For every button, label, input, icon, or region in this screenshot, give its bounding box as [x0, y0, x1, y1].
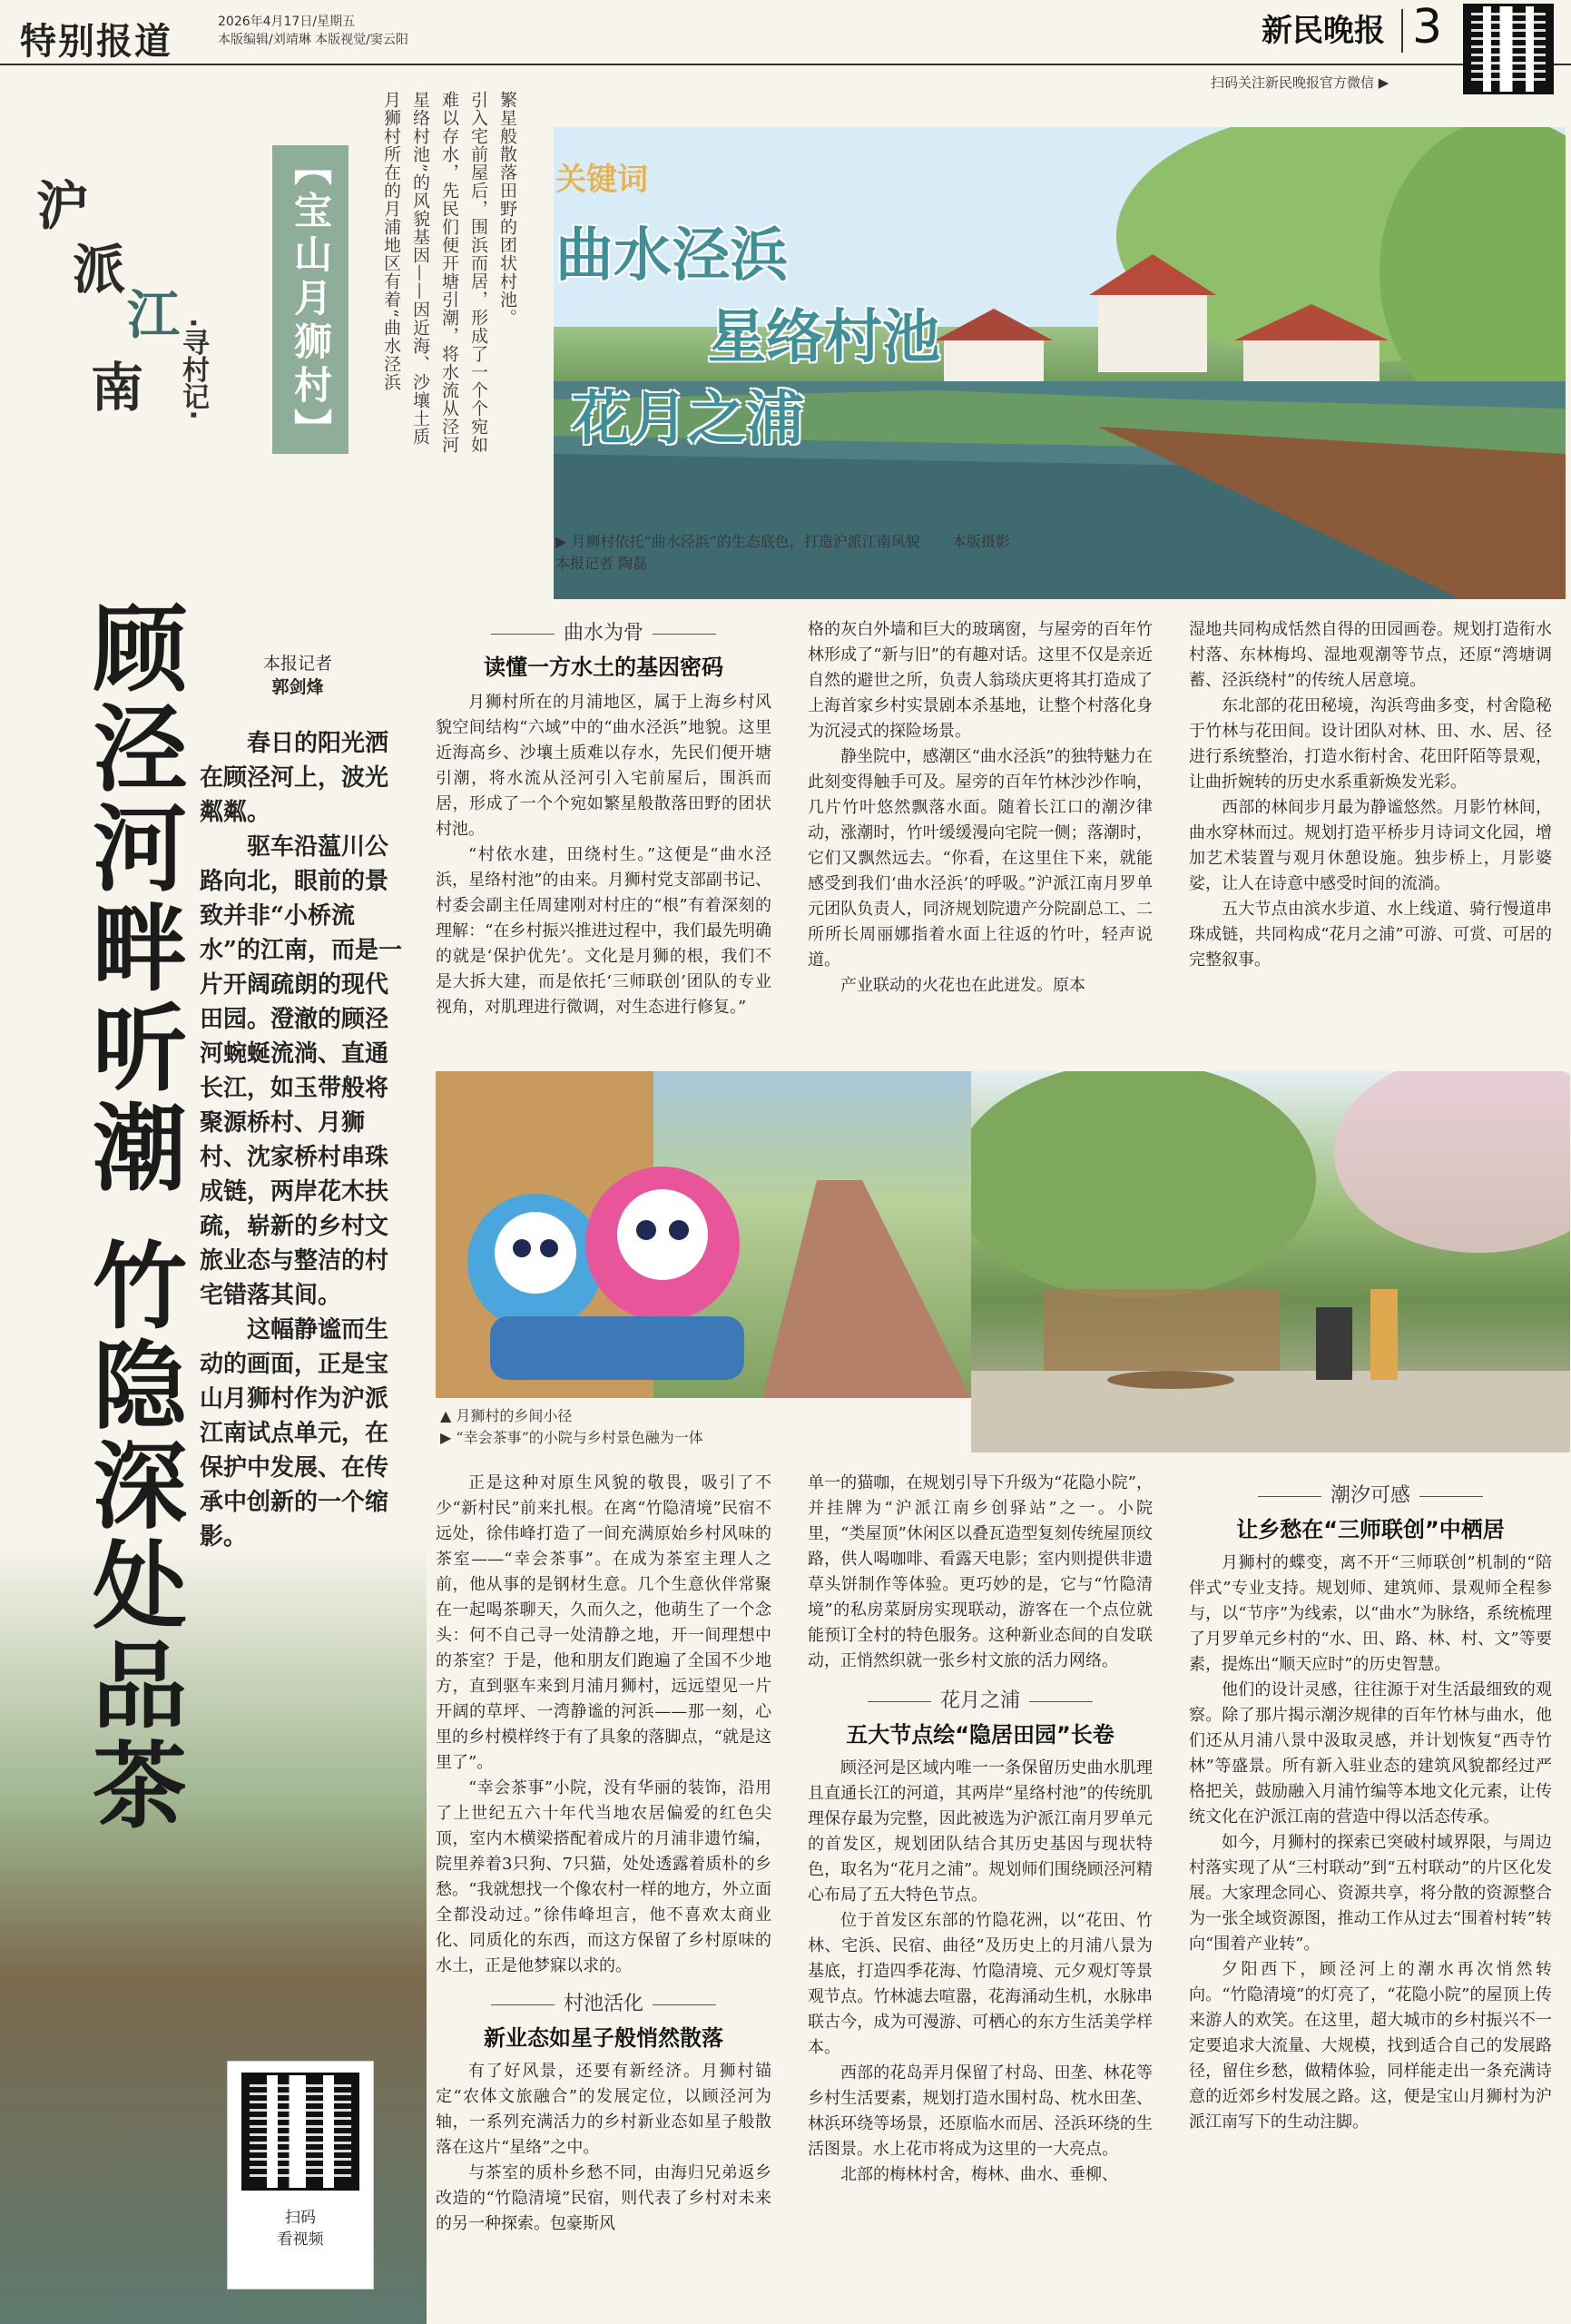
masthead-logo: 新民晚报	[1262, 13, 1385, 49]
keyword-1: 曲水泾浜	[555, 222, 788, 290]
top-photo-caption-text: ▶ 月狮村依托“曲水泾浜”的生态底色，打造沪派江南风貌	[555, 533, 920, 550]
section-body	[808, 617, 1153, 999]
paragraph: 北部的梅林村舍，梅林、曲水、垂柳、	[840, 2165, 1118, 2184]
paragraph: 西部的花岛弄月保留了村岛、田垄、林花等乡村生活要素，规划打造水围村岛、枕水田垄、林浜环绕等场景，还原临水而居、泾浜环绕的生活图景。水上花市将成为这里的一大亮点。	[808, 2063, 1153, 2159]
photo-caption-tea: ▶ “幸会茶事”的小院与乡村景色融为一体	[440, 1429, 703, 1446]
paragraph: 有了好风景，还要有新经济。月狮村锚定“农体文旅融合”的发展定位，以顾泾河为轴，一系列充满活力的乡村新业态如星子般散落在这片“星络”之中。	[436, 2062, 771, 2157]
paragraph: 顾泾河是区域内唯一一条保留历史曲水肌理且直通长江的河道，其两岸“星络村池”的传统肌理保存最为完整，因此被选为沪派江南月罗单元的首发区，规划团队结合其历史基因与现状特色，取名为“花月之浦”。规划师们围绕顾泾河精心布局了五大特色节点。	[808, 1758, 1153, 1905]
section-title: 新业态如星子般悄然散落	[484, 2025, 723, 2051]
series-char-1: 沪	[36, 175, 90, 237]
river-village-photo	[554, 127, 1566, 599]
intro-vertical-text	[377, 91, 522, 517]
paragraph: “幸会茶事”小院，没有华丽的装饰，沿用了上世纪五六十年代当地农居偏爱的红色尖顶，室内木横梁搭配着成片的月浦非遗竹编，院里养着3只狗、7只猫，处处透露着质朴的乡愁。“我就想找一个像农村一样的地方，外立面全都没动过。”徐伟峰坦言，他不喜欢太商业化、同质化的东西，而这方保留了乡村原味的水土，正是他梦寐以求的。	[436, 1778, 771, 1975]
issue-editors: 本版编辑/刘靖琳 本版视觉/窦云阳	[218, 33, 408, 47]
series-char-4: 南	[91, 357, 144, 419]
series-char-3: 江	[127, 284, 181, 346]
paragraph: 湿地共同构成恬然自得的田园画卷。规划打造衔水村落、东林梅坞、湿地观潮等节点，还原“湾塘调蓄、泾浜绕村”的传统人居意境。	[1189, 620, 1552, 690]
paragraph: 五大节点由滨水步道、水上线道、骑行慢道串珠成链，共同构成“花月之浦”可游、可赏、可居的完整叙事。	[1189, 900, 1552, 970]
column-bamboo-homestay	[808, 617, 1153, 999]
paragraph: 西部的林间步月最为静谧悠然。月影竹林间，曲水穿林而过。规划打造平桥步月诗词文化园，增加艺术装置与观月休憩设施。独步桥上，月影婆娑，让人在诗意中感受时间的流淌。	[1189, 798, 1552, 893]
lead-para: 驱车沿蕰川公路向北，眼前的景致并非“小桥流水”的江南，而是一片开阔疏朗的现代田园。澄澈的顾泾河蜿蜒流淌、直通长江，如玉带般将聚源桥村、月狮村、沈家桥村串珠成链，两岸花木扶疏，崭新的乡村文旅业态与整洁的村宅错落其间。	[200, 833, 402, 1309]
intro-line: 星络村池”的风貌基因——因近海、沙壤土质	[410, 91, 430, 446]
paragraph: 夕阳西下，顾泾河上的潮水再次悄然转向。“竹隐清境”的灯亮了，“花隐小院”的屋顶上传来游人的欢笑。在这里，超大城市的乡村振兴不一定要追求大流量、大规模，找到适合自己的发展路径，留住乡愁，做精体验，同样能走出一条充满诗意的近郊乡村发展之路。这，便是宝山月狮村为沪派江南写下的生动注脚。	[1189, 1960, 1552, 2132]
keyword-3: 花月之浦	[572, 386, 804, 453]
section-title: 让乡愁在“三师联创”中栖居	[1236, 1517, 1505, 1542]
video-qr-note	[228, 2207, 373, 2250]
mid-photo-captions	[440, 1405, 967, 1449]
issue-meta	[218, 13, 408, 49]
paragraph: 格的灰白外墙和巨大的玻璃窗，与屋旁的百年竹林形成了“新与旧”的有趣对话。这里不仅是亲近自然的避世之所，负责人翁琰庆更将其打造成了上海首家乡村实景剧本杀基地，让整个村落化身为沉浸式的探险场景。	[808, 620, 1153, 741]
section-heading	[436, 1988, 771, 2052]
column-nodes-cont	[1189, 617, 1552, 973]
tea-courtyard-illustration	[971, 1071, 1570, 1452]
tea-courtyard-photo	[971, 1071, 1570, 1452]
section-heading	[1189, 1480, 1552, 1543]
section-body	[436, 690, 771, 1020]
intro-line: 繁星般散落田野的团状村池。	[497, 91, 517, 327]
paragraph: “村依水建，田绕村生。”这便是“曲水泾浜，星络村池”的由来。月狮村党支部副书记、村委会副主任周建刚对村庄的“根”有着深刻的理解：“在乡村振兴推进过程中，我们最先明确的就是‘保护优先’。文化是月狮的根，我们不是大拆大建，而是依托‘三师联创’团队的专业视角，对肌理进行微调，对生态进行修复。”	[436, 845, 771, 1017]
video-qr-panel[interactable]	[227, 2061, 374, 2290]
column-flower-moon	[808, 1471, 1153, 2188]
paragraph: 月狮村所在的月浦地区，属于上海乡村风貌空间结构“六域”中的“曲水泾浜”地貌。这里近海高乡、沙壤土质难以存水，先民们便开塘引潮，将水流从泾河引入宅前屋后，围浜而居，形成了一个个宛如繁星般散落田野的团状村池。	[436, 693, 771, 839]
headline: 顾泾河畔听潮 竹隐深处品茶	[76, 599, 187, 1837]
paragraph: 如今，月狮村的探索已突破村域界限，与周边村落实现了从“三村联动”到“五村联动”的片区化发展。大家理念同心、资源共享，将分散的资源整合为一张全域资源图，推动工作从过去“围着村转”转向“围着产业转”。	[1189, 1833, 1552, 1954]
section-body	[1189, 1551, 1552, 2135]
section-body	[808, 1756, 1153, 2188]
section-kicker: 村池活化	[436, 1988, 771, 2016]
section-title: 读懂一方水土的基因密码	[484, 655, 723, 680]
wechat-qr-code[interactable]	[1463, 4, 1554, 94]
section-kicker: 花月之浦	[808, 1685, 1153, 1713]
section-qushui	[436, 617, 771, 1020]
lead-para: 春日的阳光洒在顾泾河上，波光粼粼。	[200, 730, 389, 826]
issue-date: 2026年4月17日/星期五	[218, 15, 356, 29]
section-title: 五大节点绘“隐居田园”长卷	[846, 1722, 1114, 1748]
byline-name: 郭剑烽	[271, 677, 324, 697]
section-body	[808, 1471, 1153, 1674]
qr-note-line: 扫码	[285, 2209, 316, 2227]
lion-sculpture-photo	[436, 1071, 971, 1398]
section-kicker: 潮汐可感	[1189, 1480, 1552, 1508]
intro-line: 引入宅前屋后，围浜而居，形成了一个个宛如	[468, 91, 488, 454]
village-tag: 【宝山月狮村】	[272, 145, 349, 454]
qr-note-line: 看视频	[277, 2230, 324, 2249]
paragraph: 位于首发区东部的竹隐花洲，以“花田、竹林、宅浜、民宿、曲径”及历史上的月浦八景为基底，打造四季花海、竹隐清境、元夕观灯等景观节点。竹林滤去喧嚣，花海涌动生机，水脉串联古今，成为可漫游、可栖心的东方生活美学样本。	[808, 1911, 1153, 2057]
photo-caption-path: ▲ 月狮村的乡间小径	[440, 1407, 573, 1424]
section-body	[436, 2059, 771, 2237]
section-body	[1189, 617, 1552, 973]
paragraph: 他们的设计灵感，往往源于对生活最细致的观察。除了那片揭示潮汐规律的百年竹林与曲水，他们还从月浦八景中汲取灵感，并计划恢复“西寺竹林”等盛景。所有新入驻业态的建筑风貌都经过严格把关，鼓励融入月浦竹编等本地文化元素，让传统文化在沪派江南的营造中得以活态传承。	[1189, 1680, 1552, 1827]
series-logo	[36, 163, 218, 472]
section-body	[436, 1471, 771, 1979]
page-number: 3	[1412, 0, 1443, 54]
byline-role: 本报记者	[263, 654, 333, 674]
intro-line: 月狮村所在的月浦地区有着“曲水泾浜	[381, 91, 401, 391]
paragraph: 东北部的花田秘境，沟浜弯曲多变，村舍隐秘于竹林与花田间。设计团队对林、田、水、居、径进行系统整治，打造水衔村舍、花田阡陌等景观，让曲折婉转的历史水系重新焕发光彩。	[1189, 696, 1552, 792]
paragraph: 单一的猫咖，在规划引导下升级为“花隐小院”，并挂牌为“沪派江南乡创驿站”之一。小院里，“类屋顶”休闲区以叠瓦造型复刻传统屋顶纹路，供人喝咖啡、看露天电影；室内则提供非遗草头饼制作等体验。更巧妙的是，它与“竹隐清境”的私房菜厨房实现联动，游客在一个点位就能预订全村的特色服务。这种新业态间的自发联动，正悄然织就一张乡村文旅的活力网络。	[808, 1473, 1153, 1670]
section-heading	[808, 1685, 1153, 1748]
section-title: 特别报道	[20, 21, 172, 63]
series-subtitle: ·寻村记·	[177, 318, 209, 420]
series-char-2: 派	[73, 239, 126, 300]
section-heading	[436, 617, 771, 681]
intro-line: 难以存水，先民们便开塘引潮，将水流从泾河	[439, 91, 459, 454]
paragraph: 静坐院中，感潮区“曲水泾浜”的独特魅力在此刻变得触手可及。屋旁的百年竹林沙沙作响，几片竹叶悠然飘落水面。随着长江口的潮汐律动，涨潮时，竹叶缓缓漫向宅院一侧；落潮时，它们又飘然远去。“你看，在这里住下来，就能感受到我们‘曲水泾浜’的呼吸。”沪派江南月罗单元团队负责人，同济规划院遗产分院副总工、二所所长周丽娜指着水面上往返的竹叶，轻声说道。	[808, 747, 1153, 970]
wechat-scan-note: 扫码关注新民晚报官方微信 ▶	[1211, 74, 1389, 91]
byline	[263, 652, 332, 699]
river-village-illustration	[554, 127, 1566, 599]
paragraph: 月狮村的蝶变，离不开“三师联创”机制的“陪伴式”专业支持。规划师、建筑师、景观师全程参与，以“节序”为线索，以“曲水”为脉络，系统梳理了月罗单元乡村的“水、田、路、林、村、文”等要素，提炼出“顺天应时”的历史智慧。	[1189, 1553, 1552, 1674]
lion-sculpture-illustration	[436, 1071, 971, 1398]
lead-para: 这幅静谧而生动的画面，正是宝山月狮村作为沪派江南试点单元，在保护中发展、在传承中创新的一个缩影。	[200, 1316, 389, 1551]
section-kicker: 曲水为骨	[436, 617, 771, 645]
column-tea-house	[436, 1471, 771, 2237]
page-number-divider	[1401, 9, 1403, 53]
lead-paragraphs	[200, 726, 408, 1554]
top-photo-caption	[555, 531, 1027, 575]
paragraph: 正是这种对原生风貌的敬畏，吸引了不少“新村民”前来扎根。在离“竹隐清境”民宿不远处，徐伟峰打造了一间充满原始乡村风味的茶室——“幸会茶事”。在成为茶室主理人之前，他从事的是钢材生意。几个生意伙伴常聚在一起喝茶聊天，久而久之，他萌生了一个念头：何不自己寻一处清静之地，开一间理想中的茶室？于是，他和朋友们跑遍了全国不少地方，直到驱车来到月浦月狮村，远远望见一片开阔的草坪、一湾静谧的河浜——那一刻，心里的乡村模样终于有了具象的落脚点，“就是这里了”。	[436, 1473, 771, 1772]
top-photo-credit: 本版摄影 本报记者 陶磊	[555, 533, 1010, 572]
video-qr-code[interactable]	[241, 2073, 359, 2191]
keyword-2: 星络村池	[708, 304, 940, 371]
paragraph: 与茶室的质朴乡愁不同，由海归兄弟返乡改造的“竹隐清境”民宿，则代表了乡村对未来的另一种探索。包豪斯风	[436, 2163, 771, 2233]
page-header	[0, 0, 1571, 65]
column-three-masters	[1189, 1480, 1552, 2135]
keyword-label: 关键词	[555, 162, 648, 198]
paragraph: 产业联动的火花也在此迸发。原本	[840, 976, 1085, 995]
